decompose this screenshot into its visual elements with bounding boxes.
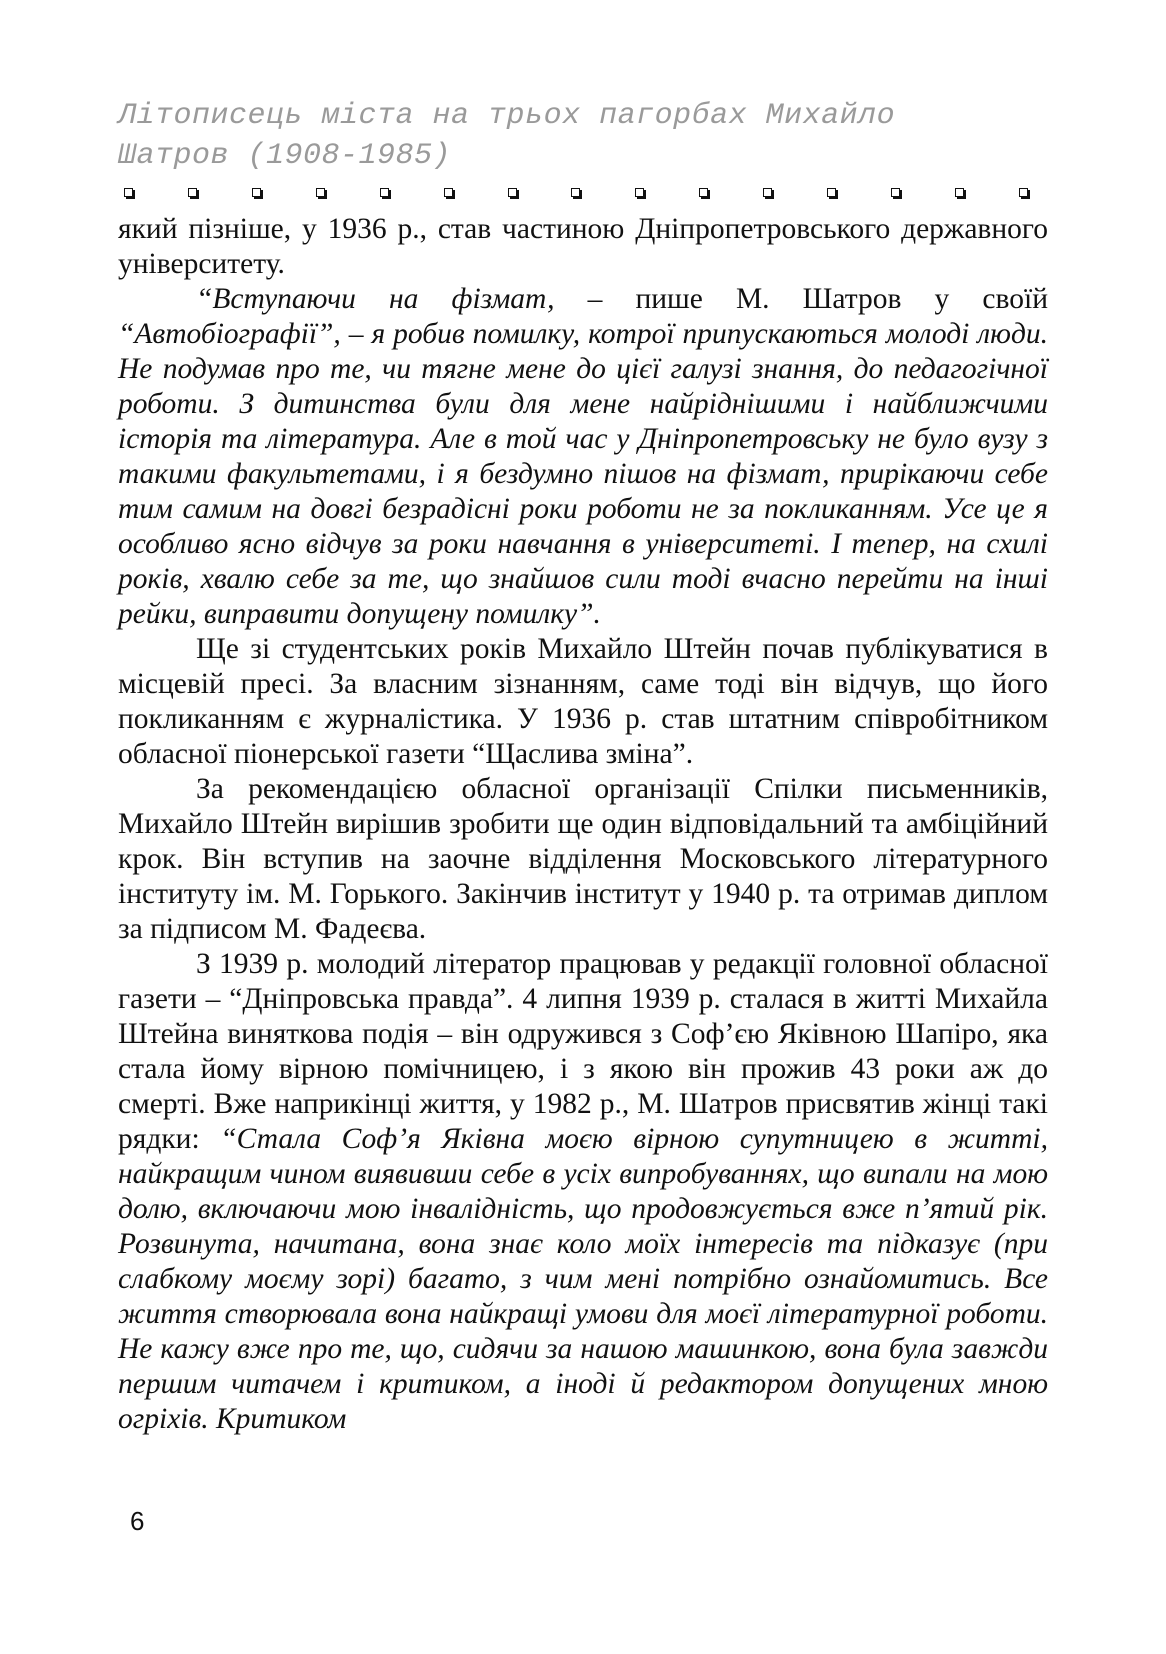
running-head-line-1: Літописець міста на трьох пагорбах Михайло: [118, 99, 896, 133]
square-bullet-icon: [699, 188, 708, 197]
square-bullet-icon: [891, 188, 900, 197]
square-bullet-icon: [380, 188, 389, 197]
decorative-divider: [124, 188, 1028, 197]
square-bullet-icon: [252, 188, 261, 197]
paragraph-4: За рекомендацією обласної організації Спілки письменників, Михайло Штейн вирішив зробити ще один відповідальний та амбіційний крок. Він вступив на заочне відділення Московського літературного інституту ім. М. Горького. Закінчив інститут у 1940 р. та отримав диплом за підписом М. Фадеєва.: [118, 773, 1048, 945]
square-bullet-icon: [571, 188, 580, 197]
paragraph-1: який пізніше, у 1936 р., став частиною Дніпропетровського державного університету.: [118, 213, 1048, 280]
square-bullet-icon: [1019, 188, 1028, 197]
square-bullet-icon: [444, 188, 453, 197]
square-bullet-icon: [316, 188, 325, 197]
narration: – пише М. Шатров у своїй: [554, 283, 1048, 315]
paragraph-2: [118, 282, 1048, 632]
square-bullet-icon: [955, 188, 964, 197]
quote-dedication: “Стала Соф’я Яківна моєю вірною супутницею в житті, найкращим чином виявивши себе в усіх випробуваннях, що випали на мою долю, включаючи мою інвалідність, що продовжується вже п’ятий рік. Розвинута, начитана, вона знає коло моїх інтересів та підказує (при слабкому моєму зорі) багато, з чим мені потрібно ознайомитись. Все життя створювала вона найкращі умови для моєї літературної роботи. Не кажу вже про те, що, сидячи за нашою машинкою, вона була завжди першим читачем і критиком, а іноді й редактором допущених мною огріхів. Критиком: [118, 1123, 1048, 1435]
square-bullet-icon: [827, 188, 836, 197]
paragraph-5: [118, 947, 1048, 1437]
square-bullet-icon: [508, 188, 517, 197]
quote-opening: “Вступаючи на фізмат,: [196, 283, 555, 315]
square-bullet-icon: [188, 188, 197, 197]
narration: З 1939 р. молодий літератор працював у редакції головної обласної газети – “Дніпровська правда”. 4 липня 1939 р. сталася в житті Михайла Штейна виняткова подія – він одружився з Соф’єю Яківною Шапіро, яка стала йому вірною помічницею, і з якою він прожив 43 роки аж до смерті. Вже наприкінці життя, у 1982 р., М. Шатров присвятив жінці такі рядки:: [118, 948, 1048, 1155]
running-head-line-2: Шатров (1908-1985): [118, 139, 452, 173]
square-bullet-icon: [763, 188, 772, 197]
page-number: 6: [130, 1506, 145, 1536]
running-head: [118, 96, 1058, 176]
square-bullet-icon: [124, 188, 133, 197]
square-bullet-icon: [635, 188, 644, 197]
paragraph-3: Ще зі студентських років Михайло Штейн почав публікуватися в місцевій пресі. За власним зізнанням, саме тоді він відчув, що його покликанням є журналістика. У 1936 р. став штатним співробітником обласної піонерської газети “Щаслива зміна”.: [118, 633, 1048, 770]
quote-autobiography: “Автобіографії”, – я робив помилку, котрої припускаються молоді люди. Не подумав про те, чи тягне мене до цієї галузі знання, до педагогічної роботи. З дитинства були для мене найріднішими і найближчими історія та література. Але в той час у Дніпропетровську не було вузу з такими факультетами, і я бездумно пішов на фізмат, прирікаючи себе тим самим на довгі безрадісні роки роботи не за покликанням. Усе це я особливо ясно відчув за роки навчання в університеті. І тепер, на схилі років, хвалю себе за те, що знайшов сили тоді вчасно перейти на інші рейки, виправити допущену помилку”.: [118, 318, 1048, 630]
body-text: [118, 212, 1048, 1437]
